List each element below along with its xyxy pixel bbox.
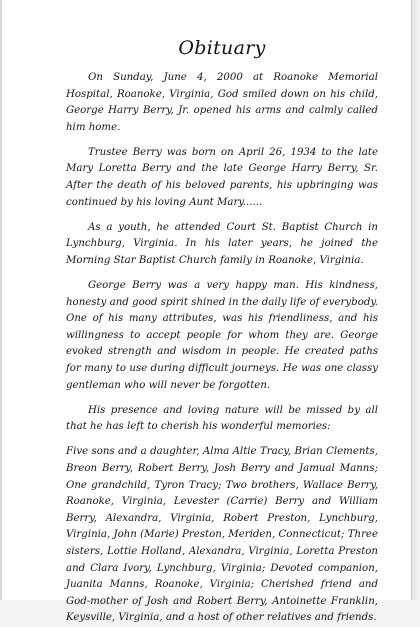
page-title: Obituary — [178, 37, 266, 59]
obituary-content — [66, 36, 378, 627]
paragraph-birth: Trustee Berry was born on April 26, 1934 to the late Mary Loretta Berry and the late George Harry Berry, Sr. After the death of his beloved parents, his upbringing was continued by his loving Aunt Mary...... — [66, 146, 378, 208]
paragraph-memories: His presence and loving nature will be missed by all that he has left to cherish his wonderful memories: — [66, 404, 378, 433]
paragraph-character: George Berry was a very happy man. His kindness, honesty and good spirit shined in the daily life of everybody. One of his many attributes, was his friendliness, and his willingness to accept people for whom they are. George evoked strength and wisdom in people. He created paths for many to use during difficult journeys. He was one classy gentleman who will never be forgotten. — [66, 280, 378, 391]
page-edge — [411, 0, 420, 600]
survivors-list: Five sons and a daughter, Alma Altie Tracy, Brian Clements, Breon Berry, Robert Berry, Josh Berry and Jamual Manns; One grandchild, Tyron Tracy; Two brothers, Wallace Berry, Roanoke, Virginia, Levester (Carrie) Berry and William Berry, Alexandra, Virginia, Robert Preston, Lynchburg, Virginia, John (Marie) Preston, Meriden, Connecticut; Three sisters, Lottie Holland, Alexandra, Virginia, Loretta Preston and Clara Ivory, Lynchburg, Virginia; Devoted companion, Juanita Manns, Roanoke, Virginia; Cherished friend and God-mother of Josh and Robert Berry, Antoinette Franklin, Keysville, Virginia, and a host of other relatives and friends. — [66, 446, 378, 624]
paragraph-church: As a youth, he attended Court St. Baptist Church in Lynchburg, Virginia. In his later years, he joined the Morning Star Baptist Church family in Roanoke, Virginia. — [66, 221, 378, 266]
paragraph-passing: On Sunday, June 4, 2000 at Roanoke Memorial Hospital, Roanoke, Virginia, God smiled down on his child, George Harry Berry, Jr. opened his arms and calmly called him home. — [66, 72, 378, 133]
